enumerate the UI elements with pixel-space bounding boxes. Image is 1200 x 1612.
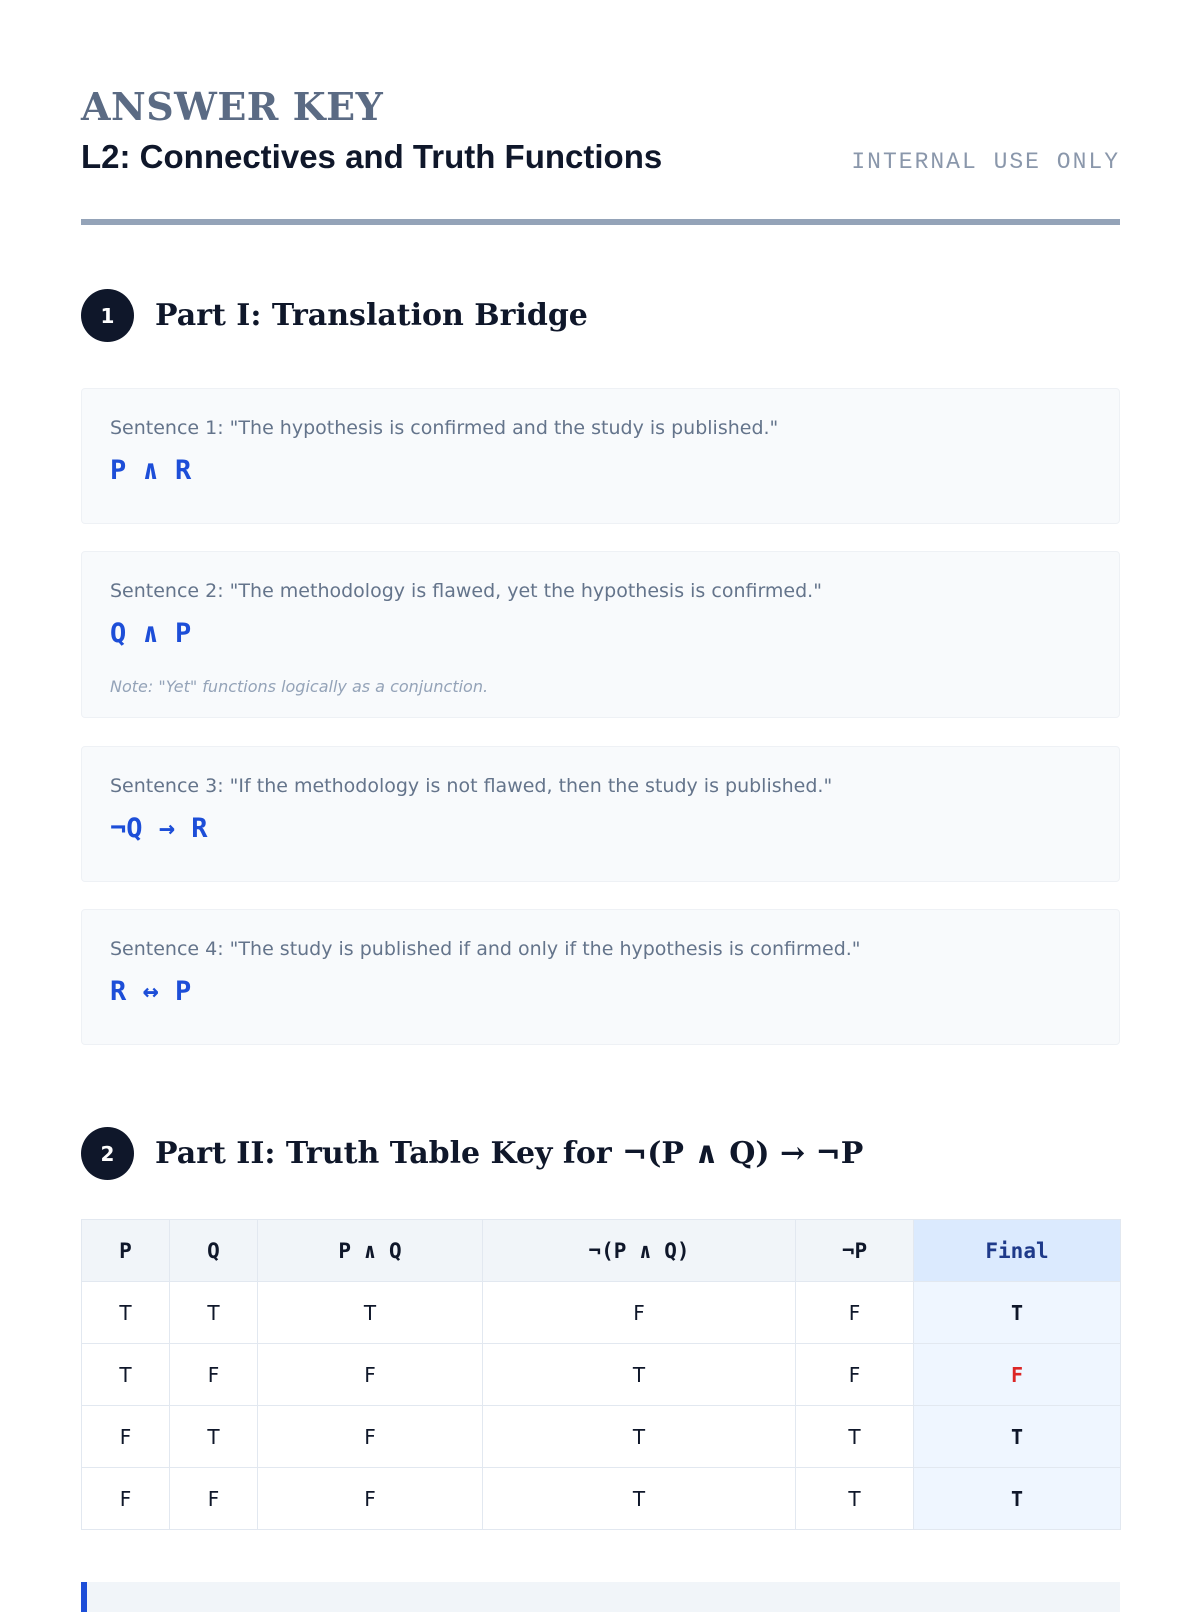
next-section-callout [81,1582,1120,1612]
truth-table [81,1219,1121,1530]
part1-heading [81,289,588,342]
formula-answer: Q ∧ P [110,618,192,649]
column-header-final: Final [914,1220,1121,1282]
part2-number-badge: 2 [81,1127,134,1180]
table-cell: T [82,1344,170,1406]
part1-title: Part I: Translation Bridge [155,298,588,333]
truth-table-header-row [82,1220,1121,1282]
translation-card-4 [81,909,1120,1045]
part2-heading [81,1127,863,1180]
table-cell: F [170,1344,258,1406]
final-value-cell: T [914,1282,1121,1344]
translation-card-2 [81,551,1120,718]
column-header-p-and-q: P ∧ Q [258,1220,483,1282]
table-cell: T [483,1406,796,1468]
table-cell: F [796,1282,914,1344]
column-header-not-p: ¬P [796,1220,914,1282]
column-header-q: Q [170,1220,258,1282]
table-row [82,1344,1121,1406]
answer-key-label: ANSWER KEY [81,84,384,129]
translation-card-3 [81,746,1120,882]
table-cell: F [258,1406,483,1468]
sentence-text: Sentence 2: "The methodology is flawed, yet the hypothesis is confirmed." [110,580,822,602]
column-header-p: P [82,1220,170,1282]
table-cell: T [170,1406,258,1468]
sentence-text: Sentence 4: "The study is published if and only if the hypothesis is confirmed." [110,938,861,960]
column-header-not-p-and-q: ¬(P ∧ Q) [483,1220,796,1282]
header-divider [81,219,1120,225]
answer-key-page [81,0,1120,1511]
table-cell: T [258,1282,483,1344]
table-cell: F [82,1406,170,1468]
sentence-text: Sentence 1: "The hypothesis is confirmed and the study is published." [110,417,779,439]
table-cell: T [82,1282,170,1344]
table-row [82,1406,1121,1468]
formula-answer: R ↔ P [110,976,192,1007]
table-cell: F [483,1282,796,1344]
formula-answer: P ∧ R [110,455,192,486]
table-cell: T [170,1282,258,1344]
classification-label: INTERNAL USE ONLY [851,149,1120,175]
table-row [82,1282,1121,1344]
table-cell: F [258,1468,483,1530]
document-title: L2: Connectives and Truth Functions [81,138,663,175]
final-value-cell: T [914,1406,1121,1468]
document-header [81,0,1120,226]
part2-title: Part II: Truth Table Key for ¬(P ∧ Q) → ¬P [155,1136,864,1171]
table-row [82,1468,1121,1530]
part1-number-badge: 1 [81,289,134,342]
table-cell: T [796,1406,914,1468]
sentence-text: Sentence 3: "If the methodology is not flawed, then the study is published." [110,775,833,797]
table-cell: F [170,1468,258,1530]
formula-answer: ¬Q → R [110,813,208,844]
final-value-cell-false: F [914,1344,1121,1406]
table-cell: F [258,1344,483,1406]
table-cell: F [82,1468,170,1530]
translation-card-1 [81,388,1120,524]
table-cell: T [483,1468,796,1530]
table-cell: T [796,1468,914,1530]
table-cell: T [483,1344,796,1406]
final-value-cell: T [914,1468,1121,1530]
translation-note: Note: "Yet" functions logically as a conjunction. [110,677,489,696]
table-cell: F [796,1344,914,1406]
